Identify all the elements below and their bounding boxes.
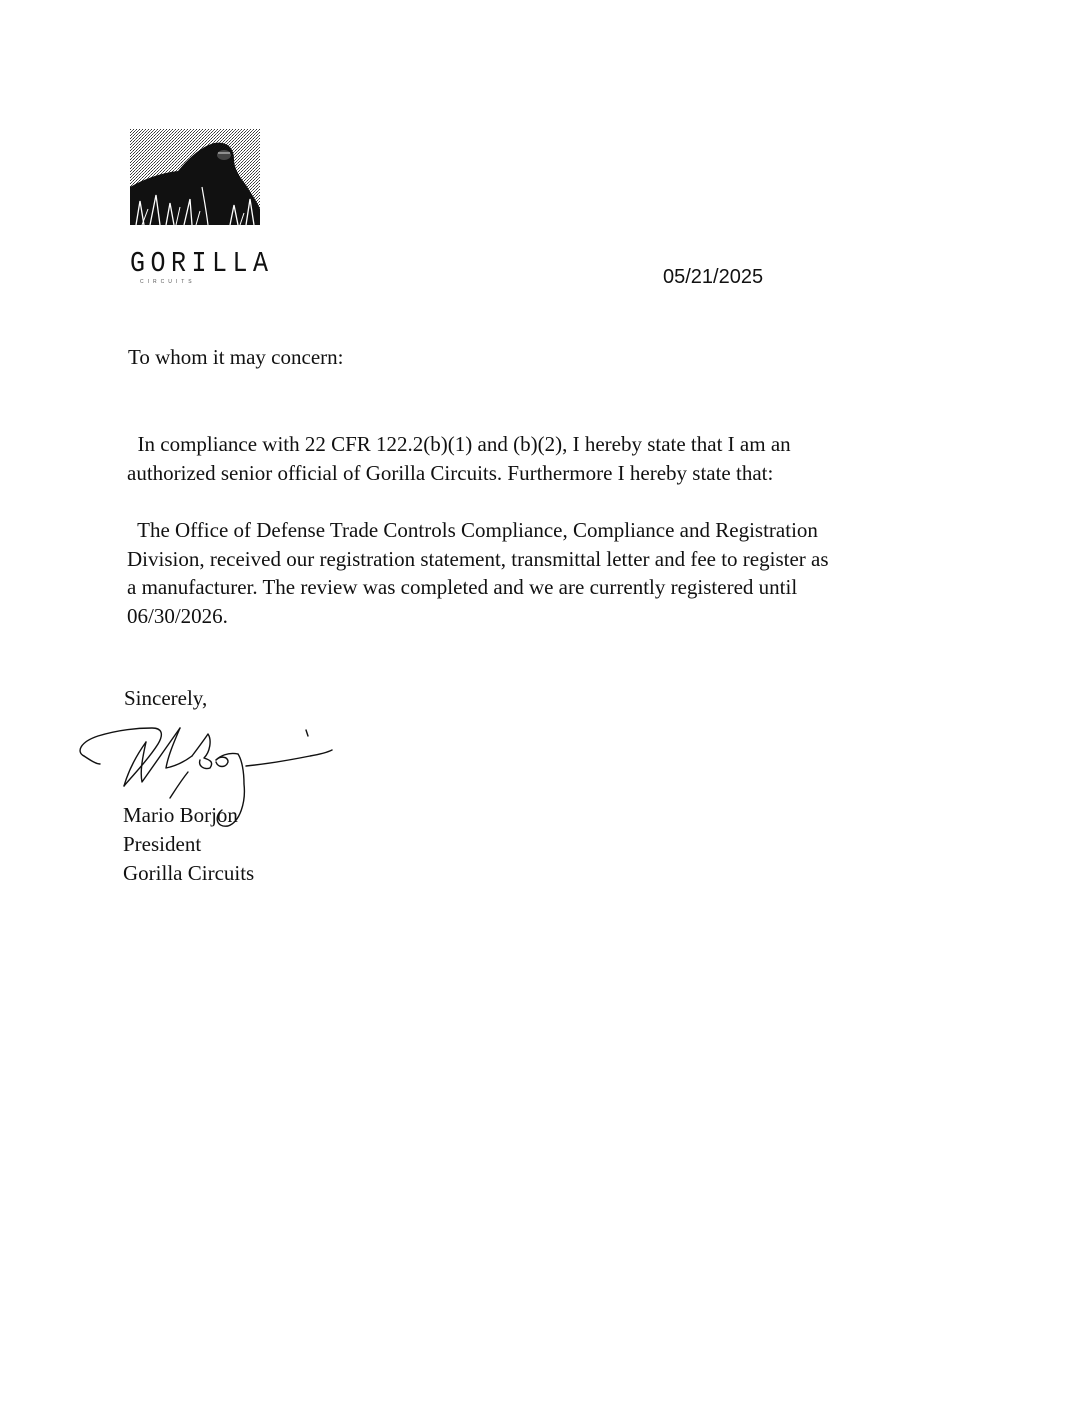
- paragraph-line: Division, received our registration statement, transmittal letter and fee to register as: [127, 546, 829, 571]
- registration-paragraph: [127, 516, 967, 630]
- signer-block: [123, 801, 254, 888]
- logo-wordmark: GORILLA: [130, 246, 274, 281]
- signer-title: President: [123, 832, 202, 856]
- logo-subtitle: CIRCUITS: [140, 279, 196, 285]
- compliance-paragraph: [127, 430, 967, 487]
- closing: Sincerely,: [124, 686, 208, 710]
- paragraph-line: The Office of Defense Trade Controls Compliance, Compliance and Registration: [127, 518, 818, 542]
- paragraph-line: 06/30/2026.: [127, 603, 228, 628]
- company-logo: [130, 129, 274, 285]
- paragraph-line: authorized senior official of Gorilla Circuits. Furthermore I hereby state that:: [127, 460, 774, 485]
- paragraph-line: In compliance with 22 CFR 122.2(b)(1) and (b)(2), I hereby state that I am an: [127, 432, 791, 456]
- letter-date: 05/21/2025: [663, 266, 764, 288]
- signer-company: Gorilla Circuits: [123, 861, 255, 885]
- gorilla-logo-icon: [130, 129, 260, 225]
- salutation: To whom it may concern:: [128, 345, 344, 369]
- paragraph-line: a manufacturer. The review was completed and we are currently registered until: [127, 575, 798, 599]
- signer-name: Mario Borjon: [123, 803, 238, 827]
